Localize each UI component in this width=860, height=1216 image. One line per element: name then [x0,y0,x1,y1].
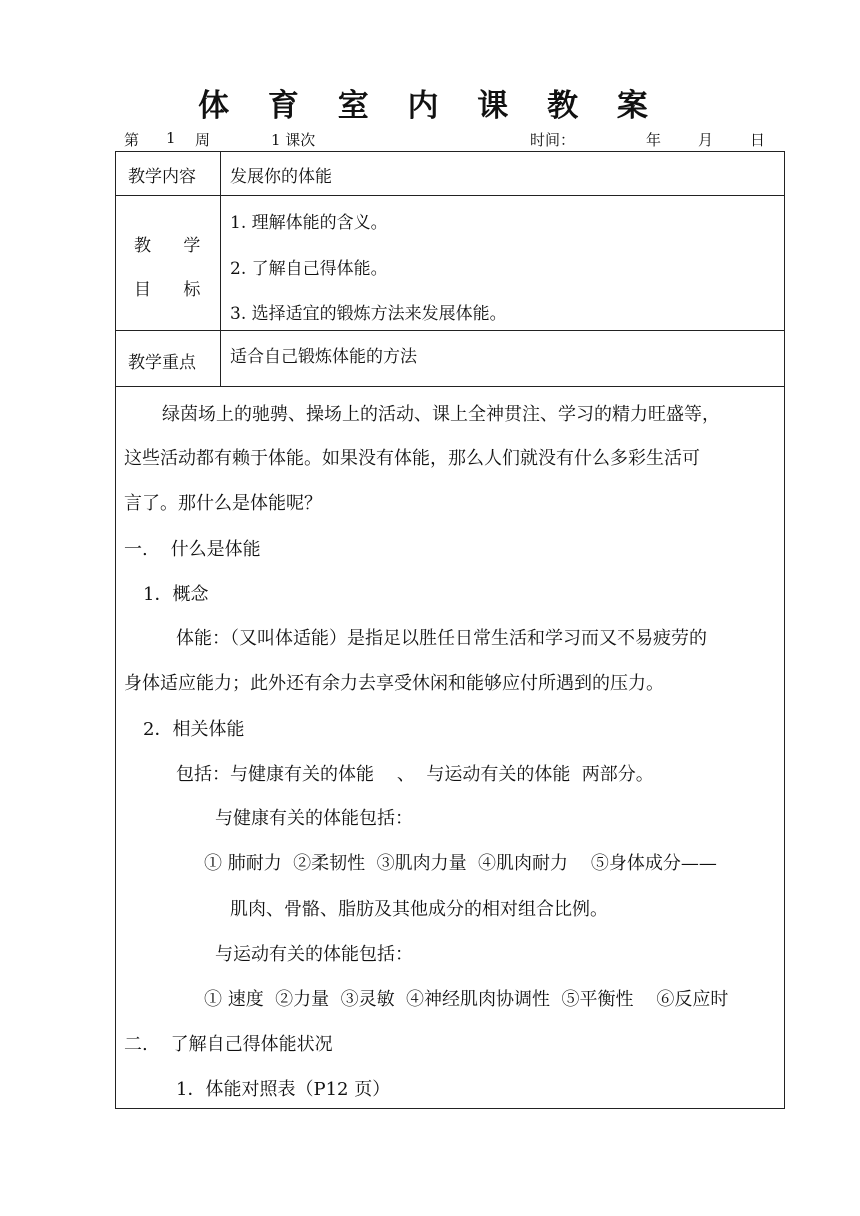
intro-paragraph-line: 绿茵场上的驰骋、操场上的活动、课上全神贯注、学习的精力旺盛等， [162,404,720,425]
goal-item: 3. 选择适宜的锻炼方法来发展体能。 [230,304,507,324]
time-label: 时间： [530,131,576,149]
table-divider [115,330,785,331]
table-divider [115,386,785,387]
includes-line: 包括：与健康有关的体能 、 与运动有关的体能 两部分。 [176,764,654,785]
week-number: 1 [166,129,176,147]
page-title: 体 育 室 内 课 教 案 [198,88,662,124]
sport-fitness-title: 与运动有关的体能包括： [215,944,413,965]
sub-heading: 1．概念 [143,584,209,605]
intro-paragraph-line: 言了。那什么是体能呢？ [124,493,322,514]
section-heading: 二. 了解自己得体能状况 [124,1034,333,1055]
month-label: 月 [698,131,714,149]
sub-heading: 2．相关体能 [143,719,245,740]
sport-fitness-list: ① 速度 ②力量 ③灵敏 ④神经肌肉协调性 ⑤平衡性 ⑥反应时 [204,989,729,1010]
goal-item: 2. 了解自己得体能。 [230,259,388,279]
goals-label-line2: 目 标 [134,280,201,300]
year-label: 年 [646,131,662,149]
week-prefix: 第 [124,131,140,149]
concept-paragraph-line: 体能：（又叫体适能）是指足以胜任日常生活和学习而又不易疲劳的 [176,628,707,649]
content-value: 发展你的体能 [230,167,332,187]
table-divider [115,195,785,196]
sub-heading: 1．体能对照表（P12 页） [176,1079,391,1100]
goal-item: 1. 理解体能的含义。 [230,213,388,233]
lesson-number: 1 课次 [271,131,316,149]
key-point-value: 适合自己锻炼体能的方法 [230,347,417,367]
table-column-divider [220,151,221,386]
health-fitness-title: 与健康有关的体能包括： [215,808,413,829]
content-label: 教学内容 [128,167,196,187]
key-point-label: 教学重点 [128,353,196,373]
section-heading: 一. 什么是体能 [124,539,261,560]
goals-label-line1: 教 学 [134,236,201,256]
concept-paragraph-line: 身体适应能力；此外还有余力去享受休闲和能够应付所遇到的压力。 [124,673,664,694]
day-label: 日 [750,131,766,149]
health-fitness-list: 肌肉、骨骼、脂肪及其他成分的相对组合比例。 [230,899,608,920]
intro-paragraph-line: 这些活动都有赖于体能。如果没有体能，那么人们就没有什么多彩生活可 [124,448,700,469]
week-suffix: 周 [195,131,211,149]
health-fitness-list: ① 肺耐力 ②柔韧性 ③肌肉力量 ④肌肉耐力 ⑤身体成分—— [204,853,717,874]
